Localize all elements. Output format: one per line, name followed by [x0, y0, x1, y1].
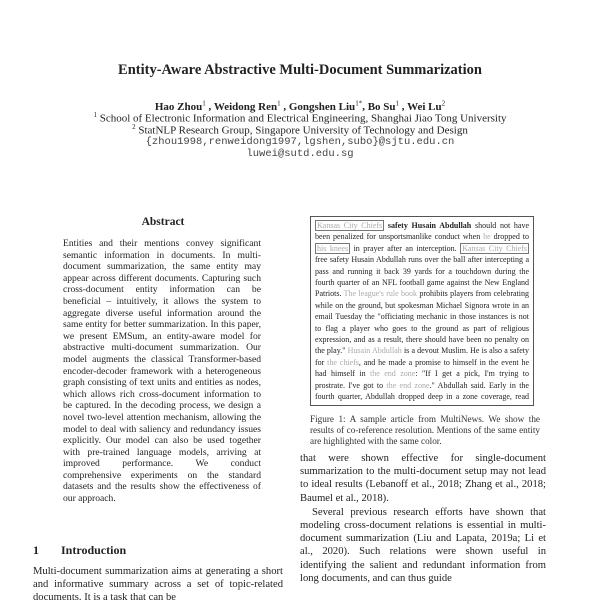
paragraph: that were shown effective for single-document summarization to the multi-document setup may not lead to ideal results (Lebanoff et al., 2018; Zhang et al., 2018; Baumel et al., 2018). [300, 453, 546, 504]
abstract-heading: Abstract [141, 216, 185, 228]
paragraph: Several previous research efforts have shown that modeling cross-document relations is essential in multi-document summarization (Liu and Lapata, 2019a; Li et al., 2020). Such relations were shown useful in identifying the salient and redundant information from long documents, and can thus guide [300, 506, 546, 584]
figure-text: prohibits players from celebrating while on the ground, but spokesman Michael Signora wrote in an email Tuesday the "officiating mechanic in those instances is not to flag a player who goes to the ground as part of religious expression, and as a result, there should have been no penalty on the play." [315, 289, 529, 356]
entity-mention [315, 404, 417, 407]
abstract-text: Entities and their mentions convey significant semantic information in documents. In multi-document summarization, the same entity may appear across different documents. Capturing such cross-document entity information can be beneficial – intuitively, it allows the system to aggregate diverse useful information around the same entity for better summarization. In this paper, we present EMSum, an entity-aware model for abstractive multi-document summarization. Our model augments the classical Transformer-based encoder-decoder framework with a heterogeneous graph consisting of text units and entities as nodes, which allows rich cross-document information to be captured. In the decoding process, we design a novel two-level attention mechanism, allowing the model to deal with saliency and redundancy issues explicitly. Our model can also be used together with pre-trained language models, arriving at improved performance. We conduct comprehensive experiments on the standard datasets and the results show the effectiveness of our approach. [63, 238, 261, 505]
figure-text: , and he made a promise to himself in the event he had himself in [315, 357, 529, 379]
paper-title: Entity-Aware Abstractive Multi-Document Summarization [118, 62, 482, 78]
figure-text: dropped to [490, 232, 529, 242]
email: luwei@sutd.edu.sg [246, 148, 354, 160]
author-list: Hao Zhou$^1$ , Weidong Ren$^1$ , Gongshen Liu$^{1*}$, Bo Su$^1$ , Wei Lu$^2$ [154, 99, 446, 113]
figure-text: is a devout Muslim. He is also a safety for [315, 346, 530, 367]
figure-text: ." Abdullah said. Early in the fourth quarter, Abdullah dropped deep in a zone coverage, read [315, 380, 529, 402]
entity-mention: the end zone [386, 380, 430, 390]
author: Bo Su$^1$ [367, 99, 400, 113]
figure-text [417, 404, 529, 407]
entity-mention: Kansas City Chiefs [462, 243, 527, 253]
right-column-text [300, 452, 546, 585]
author: Weidong Ren$^1$ [213, 99, 281, 113]
entity-mention: Husain Abdullah [347, 346, 402, 356]
entity-mention: his knees [317, 243, 349, 253]
entity-mention: The league's rule book [343, 289, 417, 299]
entity-mention: the chiefs [327, 357, 359, 367]
author: Gongshen Liu$^{1*}$ [288, 99, 363, 113]
email: {zhou1998,renweidong1997,lgshen,subo}@sjtu.edu.cn [145, 136, 455, 148]
figure-text: free safety Husain Abdullah runs over the ball after intercepting a pass and running it back 39 yards for a touchdown during the fourth quarter of an NFL football game against the New England Patriots. [315, 255, 529, 299]
figure-text: in prayer after an interception. [350, 243, 461, 253]
figure-text: : "If I get a pick, I'm trying to prostrate. I've got to [315, 369, 529, 390]
figure-text: should not have been penalized for unsportsmanlike conduct when [315, 221, 529, 242]
figure-article-box [310, 216, 534, 406]
entity-mention: he [483, 232, 491, 242]
section-heading: 1 Introduction [33, 543, 127, 557]
affiliation: $^2$ StatNLP Research Group, Singapore University of Technology and Design [132, 123, 468, 137]
intro-text: Multi-document summarization aims at generating a short and informative summary across a set of topic-related documents. It is a task that can be [33, 566, 283, 604]
entity-mention: Kansas City Chiefs [317, 221, 383, 230]
affiliation: $^1$ School of Electronic Information and Electrical Engineering, Shanghai Jiao Tong University [93, 111, 507, 125]
figure-text: safety Husain Abdullah [384, 221, 472, 230]
author: Hao Zhou$^1$ [154, 99, 206, 113]
figure-caption: Figure 1: A sample article from MultiNews. We show the results of co-reference resolution. Mentions of the same entity are highlighted with the same color. [310, 414, 540, 446]
entity-mention: the end zone [370, 369, 416, 379]
author: Wei Lu$^2$ [407, 99, 446, 113]
